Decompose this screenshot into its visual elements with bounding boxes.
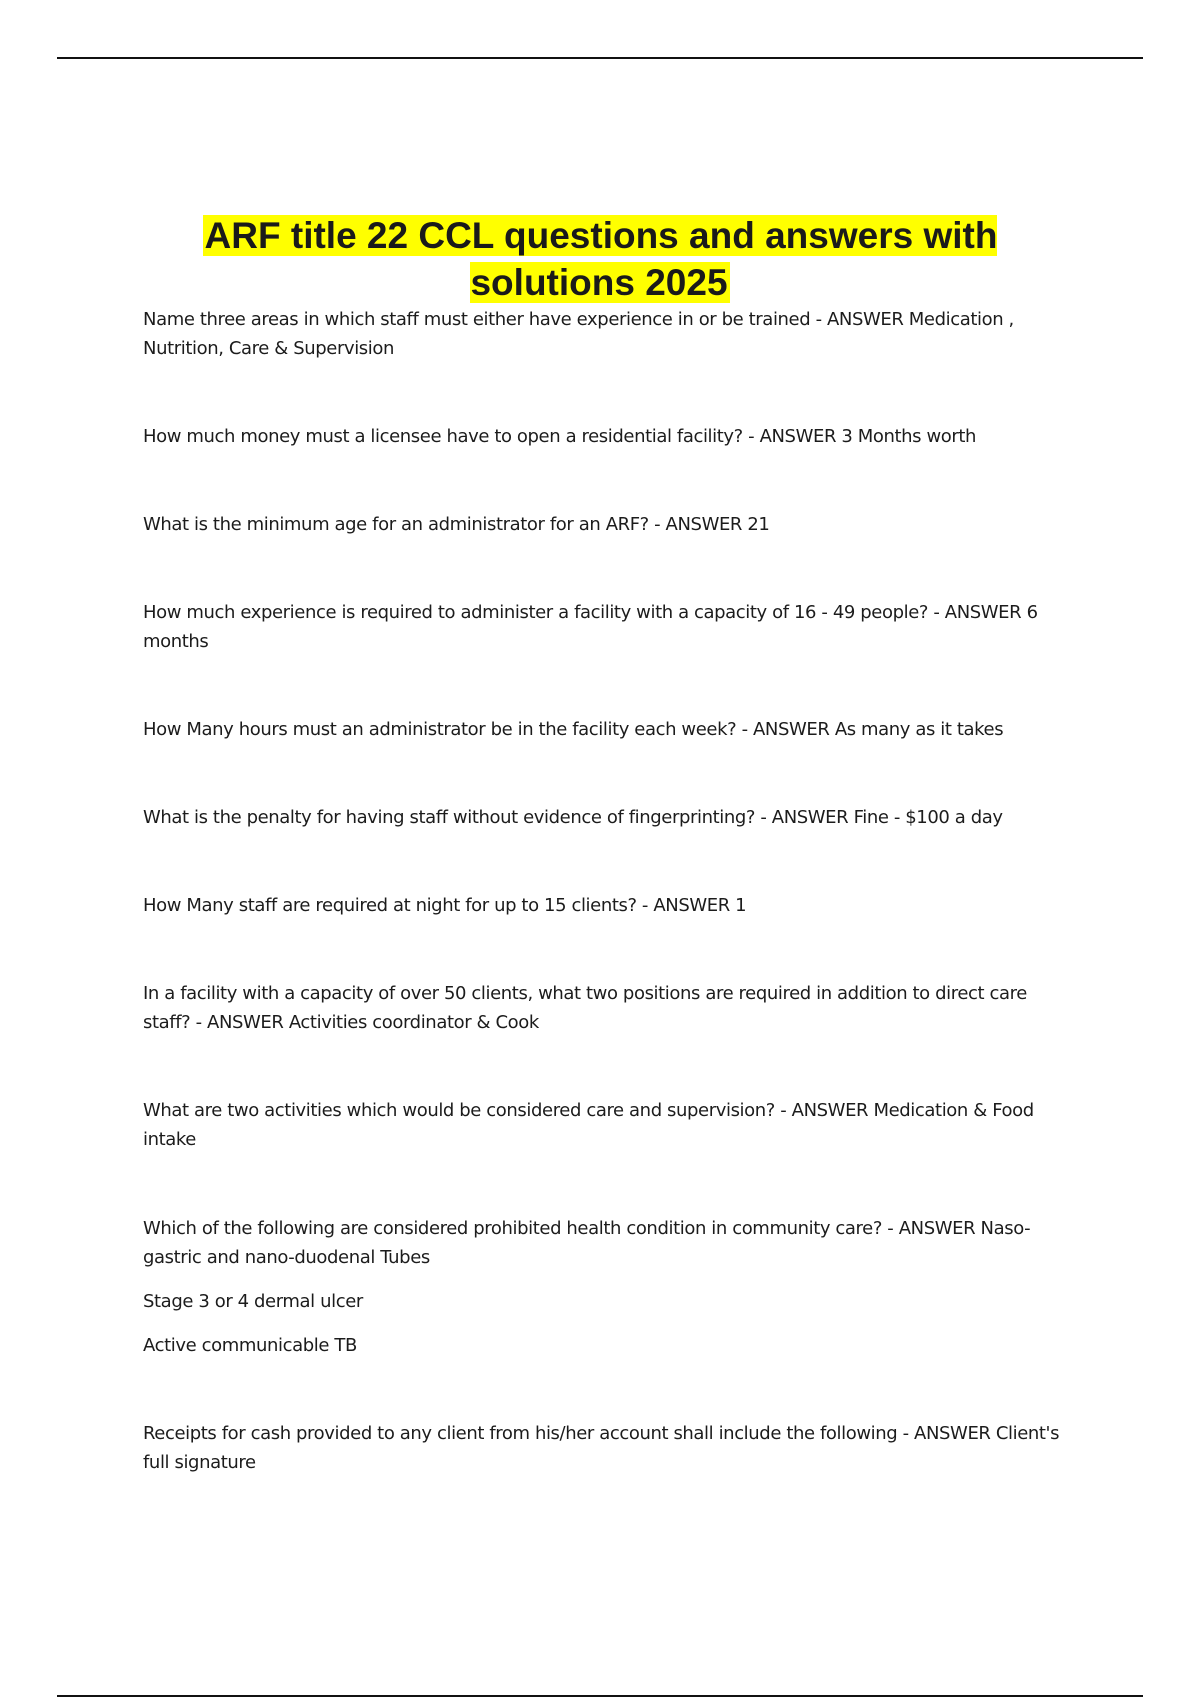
top-rule [57,57,1143,59]
document-title [140,212,1060,306]
qa-item-9: What are two activities which would be considered care and supervision? - ANSWER Medication & Food intake [143,1100,1034,1150]
qa-item-5: How Many hours must an administrator be in the facility each week? - ANSWER As many as it takes [143,719,1004,740]
qa-item-11: Receipts for cash provided to any client from his/her account shall include the following - ANSWER Client's full signature [143,1423,1060,1473]
qa-item-4: How much experience is required to administer a facility with a capacity of 16 - 49 people? - ANSWER 6 months [143,602,1038,652]
title-highlight: ARF title 22 CCL questions and answers with solutions 2025 [204,215,998,303]
qa-item-10-extra-2: Active communicable TB [143,1335,357,1356]
qa-item-7: How Many staff are required at night for up to 15 clients? - ANSWER 1 [143,895,747,916]
qa-item-10-extra-1: Stage 3 or 4 dermal ulcer [143,1291,363,1312]
qa-item-6: What is the penalty for having staff without evidence of fingerprinting? - ANSWER Fine - $100 a day [143,807,1003,828]
qa-item-8: In a facility with a capacity of over 50 clients, what two positions are required in addition to direct care staff? - ANSWER Activities coordinator & Cook [143,983,1027,1033]
bottom-rule [57,1695,1143,1697]
qa-item-10: Which of the following are considered prohibited health condition in community care? - ANSWER Naso-gastric and nano-duodenal Tubes [143,1218,1031,1268]
qa-item-2: How much money must a licensee have to open a residential facility? - ANSWER 3 Months worth [143,426,977,447]
qa-item-3: What is the minimum age for an administrator for an ARF? - ANSWER 21 [143,514,770,535]
qa-item-1: Name three areas in which staff must either have experience in or be trained - ANSWER Medication , Nutrition, Care & Supervision [143,309,1014,359]
